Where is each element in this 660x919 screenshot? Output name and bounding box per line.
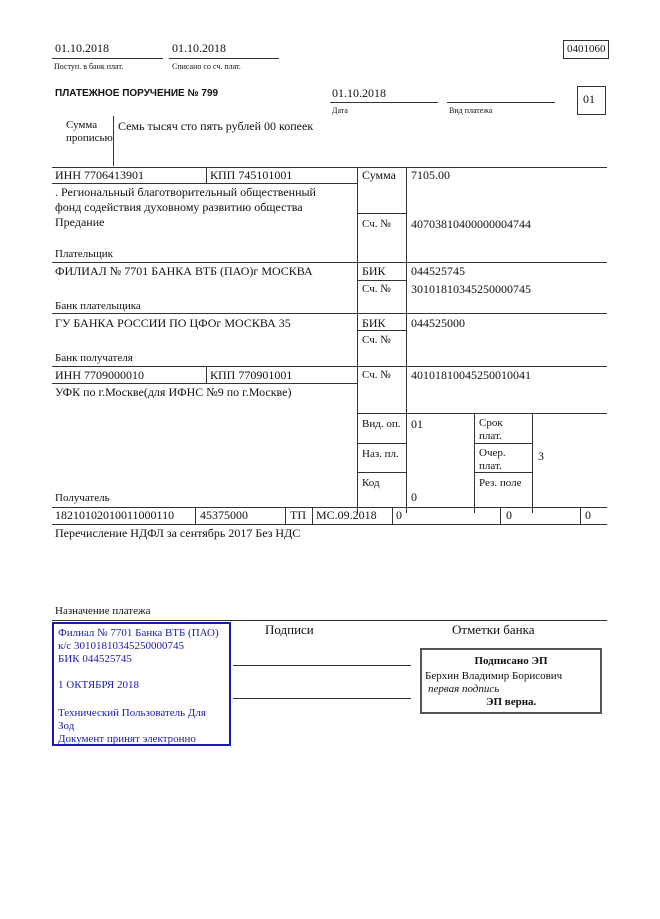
debited-caption: Списано со сч. плат.: [172, 62, 241, 71]
priority-label-2: плат.: [479, 460, 502, 472]
bank-marks-label: Отметки банка: [452, 622, 535, 637]
esign-title: Подписано ЭП: [474, 655, 548, 667]
payee-bank-bik-label: БИК: [362, 316, 386, 330]
payment-type-line: [447, 102, 555, 103]
payer-bank-name: ФИЛИАЛ № 7701 БАНКА ВТБ (ПАО)г МОСКВА: [55, 264, 313, 278]
received-date-line: [52, 58, 163, 59]
form-code-box: [563, 40, 609, 59]
grid-line-bik1: [357, 280, 406, 281]
purpose-caption: Назначение платежа: [55, 605, 151, 617]
stamp-line-3: БИК 044525745: [58, 653, 132, 665]
op-type-label: Вид. оп.: [362, 418, 401, 430]
payer-account-label: Сч. №: [362, 218, 391, 230]
order-date: 01.10.2018: [332, 86, 386, 100]
grid-line-sum-bottom: [357, 213, 406, 214]
stamp-line-1: Филиал № 7701 Банка ВТБ (ПАО): [58, 627, 219, 639]
payee-bank-caption: Банк получателя: [55, 352, 133, 364]
bank-stamp: [52, 622, 231, 746]
grid-vline-details-1: [474, 413, 475, 513]
status-code: 01: [583, 92, 595, 106]
term-label-1: Срок: [479, 417, 503, 429]
payer-bank-caption: Банк плательщика: [55, 300, 141, 312]
priority-label-1: Очер.: [479, 447, 506, 459]
grid-line-op-bottom: [357, 443, 406, 444]
tax-doc-number: 0: [396, 508, 402, 522]
esign-signer: Берхин Владимир Борисович: [425, 670, 563, 682]
stamp-line-7: Технический Пользователь Для: [58, 707, 206, 719]
signature-line-2: [233, 698, 411, 699]
payee-bank-account-label: Сч. №: [362, 334, 391, 346]
payer-account-value: 40703810400000004744: [411, 217, 531, 231]
esign-box: [420, 648, 602, 714]
payer-bank-account-value: 30101810345250000745: [411, 282, 531, 296]
signatures-label: Подписи: [265, 622, 314, 637]
payee-caption: Получатель: [55, 492, 110, 504]
payer-bank-bik-label: БИК: [362, 264, 386, 278]
stamp-line-9: Документ принят электронно: [58, 733, 196, 745]
sum-label: Сумма: [362, 168, 396, 182]
esign-first-signature: первая подпись: [428, 683, 500, 695]
reserve-label: Рез. поле: [479, 477, 522, 489]
received-date: 01.10.2018: [55, 41, 109, 55]
debited-date: 01.10.2018: [172, 41, 226, 55]
tax-doc-date: 0: [506, 508, 512, 522]
sum-value: 7105.00: [411, 168, 450, 182]
grid-line-inn-bottom: [52, 183, 357, 184]
grid-line-payee-bank-bottom: [52, 366, 607, 367]
tax-kbk: 18210102010011000110: [55, 508, 175, 522]
grid-line-term-bottom: [474, 443, 532, 444]
grid-vline-payee-kpp: [206, 366, 207, 383]
order-date-line: [330, 102, 438, 103]
op-type-value: 01: [411, 417, 423, 431]
debited-date-line: [169, 58, 279, 59]
received-caption: Поступ. в банк плат.: [54, 62, 124, 71]
grid-line-payer-bank-bottom: [52, 313, 607, 314]
stamp-line-2: к/с 30101810345250000745: [58, 640, 185, 652]
purpose-line: [52, 620, 607, 621]
esign-verified: ЭП верна.: [486, 696, 537, 708]
payee-inn: ИНН 7709000010: [55, 368, 144, 382]
payee-account-label: Сч. №: [362, 369, 391, 381]
term-label-2: плат.: [479, 430, 502, 442]
grid-line-tax-bottom: [52, 524, 607, 525]
tax-period: МС.09.2018: [316, 508, 377, 522]
amount-words-text: Семь тысяч сто пять рублей 00 копеек: [118, 119, 314, 133]
tax-basis: ТП: [290, 508, 306, 522]
payee-bank-name: ГУ БАНКА РОССИИ ПО ЦФОг МОСКВА 35: [55, 316, 291, 330]
grid-line-payee-inn-bottom: [52, 383, 357, 384]
payer-inn: ИНН 7706413901: [55, 168, 144, 182]
grid-vline-tax-5: [500, 507, 501, 524]
payer-bank-account-label: Сч. №: [362, 283, 391, 295]
grid-vline-tax-1: [195, 507, 196, 524]
payee-bank-bik-value: 044525000: [411, 316, 465, 330]
purpose-code-label: Наз. пл.: [362, 448, 399, 460]
grid-line-details-top: [357, 413, 607, 414]
grid-vline-tax-3: [312, 507, 313, 524]
grid-vline-kpp: [206, 167, 207, 183]
payer-kpp: КПП 745101001: [210, 168, 293, 182]
payee-name: УФК по г.Москве(для ИФНС №9 по г.Москве): [55, 385, 292, 399]
code-value: 0: [411, 490, 417, 504]
grid-vline-tax-6: [580, 507, 581, 524]
amount-words-label-1: Сумма: [66, 119, 98, 131]
amount-words-divider: [113, 116, 114, 166]
payer-caption: Плательщик: [55, 248, 113, 260]
grid-vline-tax-2: [285, 507, 286, 524]
stamp-line-5: 1 ОКТЯБРЯ 2018: [58, 679, 139, 691]
grid-line-purpose-code-bottom: [357, 472, 406, 473]
payee-account-value: 40101810045250010041: [411, 368, 531, 382]
purpose-text: Перечисление НДФЛ за сентябрь 2017 Без НДС: [55, 526, 301, 540]
payee-kpp: КПП 770901001: [210, 368, 293, 382]
amount-words-label-2: прописью: [66, 132, 113, 144]
payer-name-line-2: фонд содействия духовному развитию общества: [55, 200, 303, 214]
page-title: ПЛАТЕЖНОЕ ПОРУЧЕНИЕ № 799: [55, 88, 219, 99]
order-date-caption: Дата: [332, 106, 348, 115]
grid-vline-tax-4: [392, 507, 393, 524]
stamp-line-8: Зод: [58, 720, 75, 732]
grid-vline-values: [406, 167, 407, 513]
status-code-box: [577, 86, 606, 115]
payment-type-caption: Вид платежа: [449, 106, 493, 115]
grid-vline-main: [357, 167, 358, 513]
tax-oktmo: 45375000: [200, 508, 248, 522]
form-code: 0401060: [567, 43, 606, 55]
payer-name-line-3: Предание: [55, 215, 105, 229]
payer-bank-bik-value: 044525745: [411, 264, 465, 278]
tax-type: 0: [585, 508, 591, 522]
signature-line-1: [233, 665, 411, 666]
grid-line-payer-bottom: [52, 262, 607, 263]
payer-name-line-1: . Региональный благотворительный общественный: [55, 185, 316, 199]
code-label: Код: [362, 477, 380, 489]
priority-value: 3: [538, 449, 544, 463]
grid-vline-details-2: [532, 413, 533, 513]
